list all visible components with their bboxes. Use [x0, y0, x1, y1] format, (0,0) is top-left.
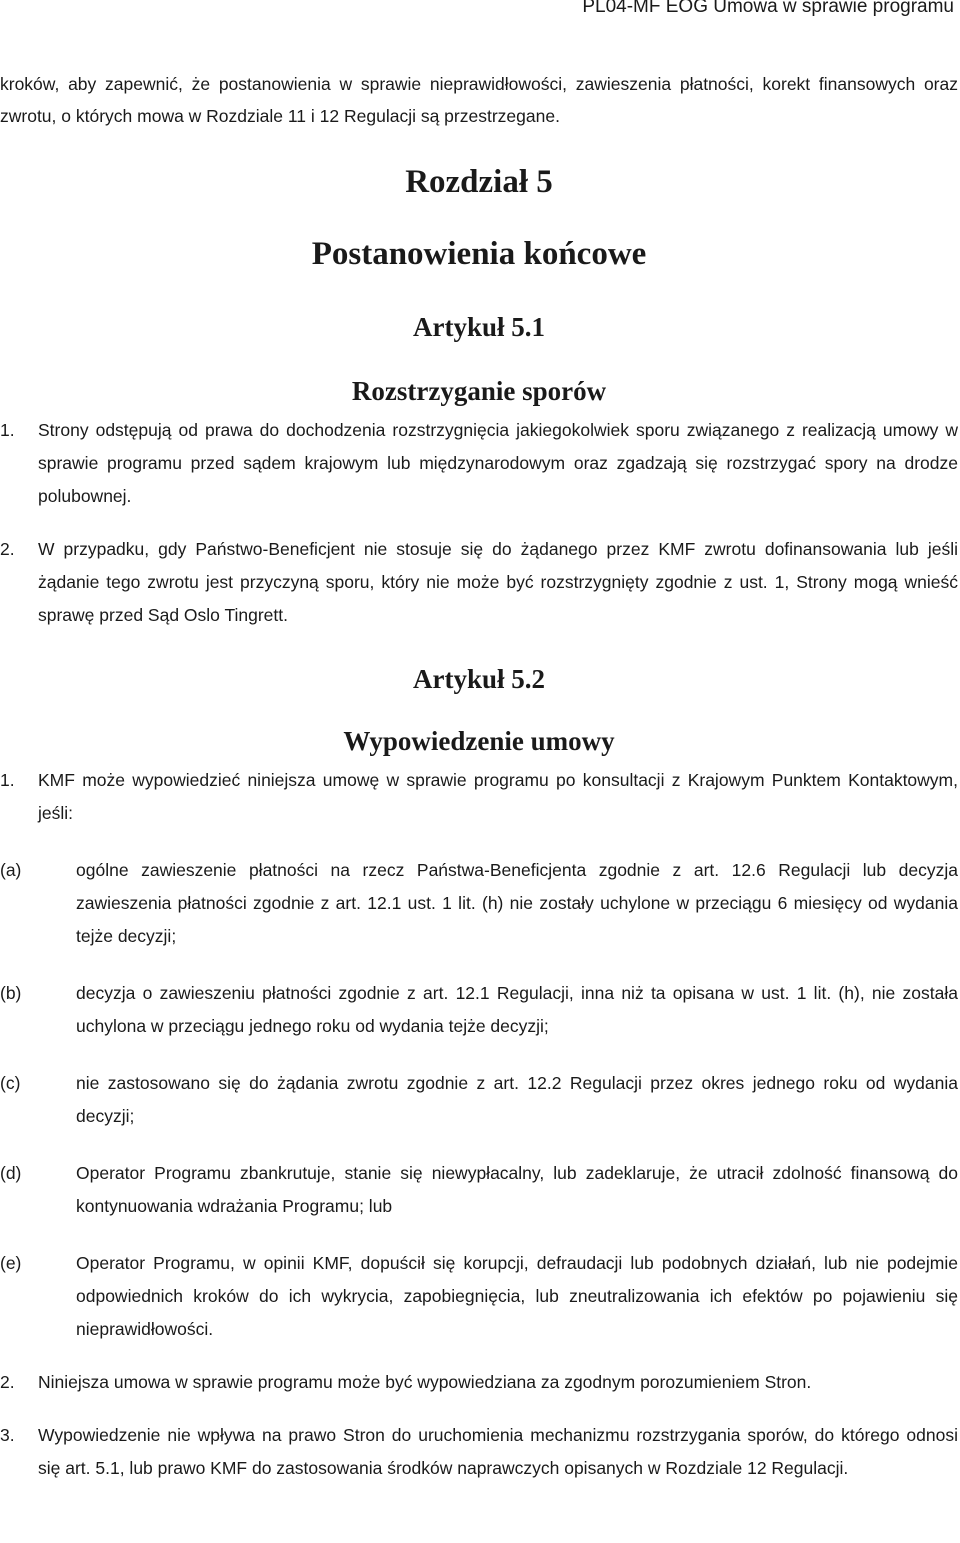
sublist-item-text: Operator Programu, w opinii KMF, dopuścił się korupcji, defraudacji lub podobnych działań, lub nie podejmie odpowiednich kroków do ich wykrycia, zapobiegnięcia, lub zneutralizowania ich efektów po pojawieniu się nieprawidłowości.: [76, 1253, 958, 1339]
sublist-item-label: (b): [0, 983, 22, 1003]
item-text: KMF może wypowiedzieć niniejsza umowę w sprawie programu po konsultacji z Krajowym Punktem Kontaktowym, jeśli:: [38, 770, 958, 823]
page-header-title: PL04-MF EOG Umowa w sprawie programu: [582, 0, 954, 17]
chapter-label: Rozdział 5: [405, 164, 553, 200]
article-5-1-item-2: [0, 533, 958, 632]
sublist-item-text: Operator Programu zbankrutuje, stanie się niewypłacalny, lub zadeklaruje, że utracił zdolność finansową do kontynuowania wdrażania Programu; lub: [76, 1163, 958, 1216]
item-text: Strony odstępują od prawa do dochodzenia rozstrzygnięcia jakiegokolwiek sporu związanego z realizacją umowy w sprawie programu przed sądem krajowym lub międzynarodowym oraz zgadzają się rozstrzygać spory na drodze polubownej.: [38, 420, 958, 506]
sublist-item-label: (e): [0, 1253, 22, 1273]
item-text: W przypadku, gdy Państwo-Beneficjent nie stosuje się do żądanego przez KMF zwrotu dofinansowania lub jeśli żądanie tego zwrotu jest przyczyną sporu, który nie może być rozstrzygnięty zgodnie z ust. 1, Strony mogą wnieść sprawę przed Sąd Oslo Tingrett.: [38, 539, 958, 625]
item-number: 1.: [0, 420, 15, 440]
sublist-item-label: (d): [0, 1163, 22, 1183]
item-number: 2.: [0, 539, 15, 559]
article-5-2-item-1: [0, 764, 958, 830]
item-number: 2.: [0, 1372, 15, 1392]
sublist-item-e: [0, 1247, 958, 1346]
article-5-1-item-1: [0, 414, 958, 513]
document-body: [0, 68, 958, 1485]
item-number: 1.: [0, 770, 15, 790]
sublist-item-c: [0, 1067, 958, 1133]
article-5-2-label: Artykuł 5.2: [412, 664, 545, 694]
sublist-item-text: nie zastosowano się do żądania zwrotu zgodnie z art. 12.2 Regulacji przez okres jednego roku od wydania decyzji;: [76, 1073, 958, 1126]
sublist-item-label: (c): [0, 1073, 21, 1093]
article-5-1-label: Artykuł 5.1: [412, 312, 545, 342]
article-5-1-title: Rozstrzyganie sporów: [351, 376, 607, 406]
sublist-item-text: decyzja o zawieszeniu płatności zgodnie z art. 12.1 Regulacji, inna niż ta opisana w ust. 1 lit. (h), nie została uchylona w przeciągu jednego roku od wydania tejże decyzji;: [76, 983, 958, 1036]
intro-paragraph: kroków, aby zapewnić, że postanowienia w sprawie nieprawidłowości, zawieszenia płatności, korekt finansowych oraz zwrotu, o których mowa w Rozdziale 11 i 12 Regulacji są przestrzegane.: [0, 74, 958, 126]
item-text: Wypowiedzenie nie wpływa na prawo Stron do uruchomienia mechanizmu rozstrzygania sporów, do którego odnosi się art. 5.1, lub prawo KMF do zastosowania środków naprawczych opisanych w Rozdziale 12 Regulacji.: [38, 1425, 958, 1478]
item-number: 3.: [0, 1425, 15, 1445]
article-5-2-sublist: [0, 854, 958, 1346]
sublist-item-d: [0, 1157, 958, 1223]
sublist-item-text: ogólne zawieszenie płatności na rzecz Państwa-Beneficjenta zgodnie z art. 12.6 Regulacji lub decyzja zawieszenia płatności zgodnie z art. 12.1 ust. 1 lit. (h) nie zostały uchylone w przeciągu 6 miesięcy od wydania tejże decyzji;: [76, 860, 958, 946]
item-text: Niniejsza umowa w sprawie programu może być wypowiedziana za zgodnym porozumieniem Stron.: [38, 1372, 812, 1392]
sublist-item-b: [0, 977, 958, 1043]
chapter-title: Postanowienia końcowe: [311, 236, 647, 272]
sublist-item-a: [0, 854, 958, 953]
article-5-2-item-3: [0, 1419, 958, 1485]
article-5-2-title: Wypowiedzenie umowy: [343, 726, 615, 756]
article-5-2-item-2: [0, 1366, 958, 1399]
sublist-item-label: (a): [0, 860, 22, 880]
